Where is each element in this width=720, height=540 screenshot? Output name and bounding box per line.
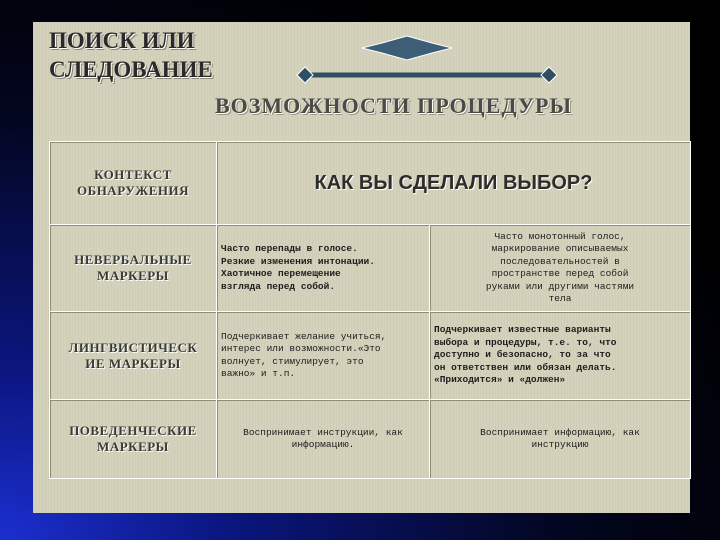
follow-text: Подчеркивает известные варианты выбора и процедуры, т.е. то, что доступно и безопасно, то за что он ответствен или обязан делать. «Приходится» и «должен» [434,324,617,386]
slide-title: ПОИСК ИЛИ СЛЕДОВАНИЕ [49,28,213,82]
follow-cell [430,400,691,479]
search-text: Часто перепады в голосе. Резкие изменения интонации. Хаотичное перемещение взгляда перед собой. [221,243,375,292]
row-label-cell [50,225,217,312]
header-question: КАК ВЫ СДЕЛАЛИ ВЫБОР? [314,171,593,194]
header-context-label: КОНТЕКСТ ОБНАРУЖЕНИЯ [76,167,189,198]
decorative-line-ornament [287,34,567,90]
diamond-end-right [541,67,557,83]
search-cell [217,400,430,479]
follow-text: Часто монотонный голос, маркирование описываемых последовательностей в пространстве перед собой руками или другими частями тела [485,230,635,304]
header-question-cell [217,142,691,225]
table-row [50,400,691,479]
table-row [50,312,691,400]
search-cell [217,225,430,312]
row-label: ПОВЕДЕНЧЕСКИЕ МАРКЕРЫ [69,423,197,454]
table-header-row [50,142,691,225]
search-text: Воспринимает инструкции, как информацию. [243,426,403,450]
row-label: НЕВЕРБАЛЬНЫЕ МАРКЕРЫ [74,252,192,283]
row-label-cell [50,400,217,479]
table-row [50,225,691,312]
follow-cell [430,225,691,312]
comparison-table [49,141,691,479]
slide-subtitle: ВОЗМОЖНОСТИ ПРОЦЕДУРЫ [215,93,573,118]
row-label-cell [50,312,217,400]
diamond-end-left [297,67,313,83]
follow-text: Воспринимает информацию, как инструкцию [480,426,640,450]
header-context-cell [50,142,217,225]
row-label: ЛИНГВИСТИЧЕСК ИЕ МАРКЕРЫ [68,339,198,371]
search-text: Подчеркивает желание учиться, интерес или возможности.«Это волнует, стимулирует, это важно» и т.п. [221,330,387,379]
diamond-ornament-top [362,36,452,60]
follow-cell [430,312,691,400]
search-cell [217,312,430,400]
